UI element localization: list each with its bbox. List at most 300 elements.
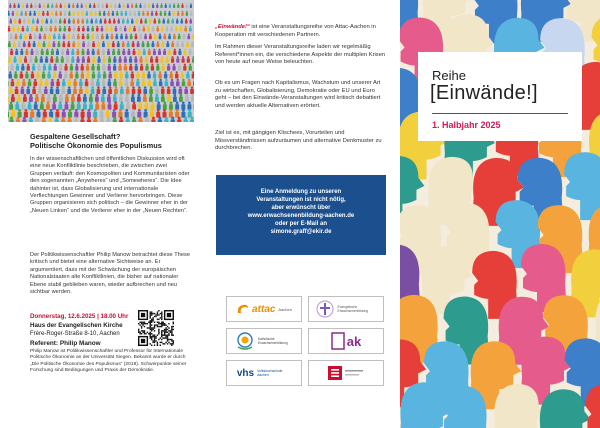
crowd-figure (157, 101, 161, 109)
crowd-figure (163, 49, 166, 55)
crowd-figure (134, 56, 137, 63)
crowd-figure (59, 18, 61, 23)
crowd-figure (65, 101, 69, 109)
crowd-figure (129, 64, 132, 71)
crowd-figure (168, 11, 170, 16)
crowd-figure (50, 26, 53, 32)
crowd-figure (43, 64, 46, 71)
crowd-figure (67, 86, 71, 94)
crowd-figure (96, 79, 100, 86)
crowd-figure (186, 41, 189, 47)
crowd-figure (79, 79, 83, 86)
evangelical-education-logo (308, 296, 384, 322)
crowd-figure (158, 71, 161, 78)
article-title-line2: Politische Ökonomie des Populismus (30, 141, 162, 150)
crowd-figure (32, 18, 34, 23)
crowd-figure (156, 64, 159, 71)
crowd-figure (184, 49, 187, 55)
crowd-figure (91, 18, 93, 23)
crowd-figure (70, 71, 73, 78)
crowd-figure (139, 33, 142, 39)
crowd-figure (47, 3, 49, 8)
crowd-figure (47, 11, 49, 16)
crowd-figure (101, 33, 104, 39)
event-day: Donnerstag, 12.6.2025 (30, 313, 96, 320)
crowd-figure (87, 109, 91, 118)
event-date (30, 313, 128, 320)
crowd-figure (30, 109, 34, 118)
crowd-figure (189, 64, 192, 71)
crowd-figure (155, 94, 159, 102)
crowd-figure (29, 33, 32, 39)
crowd-figure (126, 86, 130, 94)
crowd-figure (164, 71, 167, 78)
crowd-figure (112, 49, 115, 55)
crowd-figure (77, 26, 80, 32)
registration-website-link[interactable]: www.erwachsenenbildung-aachen.de (247, 213, 355, 219)
crowd-figure (114, 86, 118, 94)
crowd-figure (183, 33, 186, 39)
crowd-figure (62, 86, 66, 94)
crowd-figure (95, 94, 99, 102)
crowd-figure (153, 71, 156, 78)
crowd-figure (46, 101, 50, 109)
crowd-figure (179, 86, 183, 94)
crowd-figure (187, 56, 190, 63)
crowd-figure (184, 26, 187, 32)
crowd-figure (116, 11, 118, 16)
vhs-logo (226, 360, 302, 386)
crowd-figure (166, 56, 169, 63)
crowd-figure (175, 101, 179, 109)
crowd-figure (155, 86, 159, 94)
crowd-figure (140, 64, 143, 71)
crowd-figure (66, 49, 69, 55)
crowd-figure (81, 3, 83, 8)
crowd-figure (127, 3, 129, 8)
crowd-figure (25, 71, 28, 78)
crowd-figure (9, 3, 11, 8)
crowd-figure (10, 33, 13, 39)
crowd-figure (24, 56, 27, 63)
crowd-figure (71, 49, 74, 55)
crowd-figure (15, 86, 19, 94)
crowd-figure (177, 3, 179, 8)
crowd-figure (149, 86, 153, 94)
crowd-figure (83, 94, 87, 102)
crowd-figure (173, 33, 176, 39)
crowd-figure (154, 18, 156, 23)
crowd-figure (86, 11, 88, 16)
crowd-figure (10, 64, 13, 71)
crowd-figure (15, 101, 19, 109)
crowd-figure (130, 79, 134, 86)
crowd-figure (166, 41, 169, 47)
crowd-figure (76, 3, 78, 8)
crowd-figure (129, 56, 132, 63)
registration-box (216, 175, 386, 255)
crowd-figure (118, 3, 120, 8)
crowd-figure (87, 33, 90, 39)
cover-subtitle: 1. Halbjahr 2025 (432, 120, 501, 130)
intro-paragraph (215, 24, 387, 39)
crowd-figure (87, 26, 90, 32)
crowd-figure (143, 94, 147, 102)
crowd-figure (142, 79, 146, 86)
crowd-figure (186, 11, 188, 16)
crowd-figure (192, 71, 194, 78)
kak-logo-text: ak (346, 333, 362, 349)
series-paragraph-4: Ziel ist es, mit gängigen Klischees, Vorurteilen und Missverständnissen aufzuräumen und alternative Denkmuster zu durchbrechen. (215, 130, 382, 152)
crowd-figure (152, 41, 155, 47)
crowd-figure (48, 33, 51, 39)
crowd-figure (136, 18, 138, 23)
crowd-figure (183, 64, 186, 71)
crowd-figure (32, 64, 35, 71)
crowd-figure (58, 101, 62, 109)
crowd-figure (14, 18, 16, 23)
crowd-figure (131, 3, 133, 8)
crowd-figure (62, 79, 66, 86)
crowd-figure (131, 94, 135, 102)
crowd-figure (89, 3, 91, 8)
crowd-figure (26, 86, 30, 94)
crowd-figure (113, 94, 117, 102)
crowd-figure (130, 33, 133, 39)
crowd-figure (120, 33, 123, 39)
crowd-figure (8, 26, 10, 32)
crowd-figure (38, 41, 41, 47)
crowd-figure (91, 79, 95, 86)
crowd-figure (23, 18, 25, 23)
cover-series-label: Reihe (432, 68, 466, 83)
crowd-figure (131, 71, 134, 78)
crowd-figure (49, 109, 53, 118)
crowd-figure (92, 71, 95, 78)
crowd-figure (10, 18, 12, 23)
crowd-figure (42, 11, 44, 16)
crowd-figure (64, 64, 67, 71)
crowd-figure (91, 33, 94, 39)
crowd-figure (77, 56, 80, 63)
crowd-figure (168, 33, 171, 39)
crowd-figure (107, 94, 111, 102)
crowd-figure (190, 86, 194, 94)
crowd-figure (41, 18, 43, 23)
crowd-figure (115, 33, 118, 39)
crowd-figure (137, 109, 141, 118)
crowd-figure (150, 109, 154, 118)
crowd-figure (173, 11, 175, 16)
crowd-figure (81, 71, 84, 78)
crowd-figure (171, 56, 174, 63)
crowd-figure (55, 109, 59, 118)
crowd-figure (17, 26, 20, 32)
crowd-figure (87, 56, 90, 63)
crowd-figure (124, 56, 127, 63)
crowd-figure (142, 11, 144, 16)
crowd-figure (85, 79, 89, 86)
crowd-figure (65, 94, 69, 102)
crowd-figure (115, 26, 118, 32)
crowd-figure (36, 71, 39, 78)
crowd-figure (89, 101, 93, 109)
crowd-figure (192, 33, 194, 39)
crowd-figure (86, 71, 89, 78)
crowd-figure (120, 71, 123, 78)
crowd-figure (77, 33, 80, 39)
crowd-figure (46, 49, 49, 55)
crowd-figure (177, 11, 179, 16)
crowd-figure (38, 86, 42, 94)
crowd-figure (108, 79, 112, 86)
crowd-figure (117, 49, 120, 55)
crowd-figure (64, 3, 66, 8)
crowd-figure (96, 26, 99, 32)
crowd-figure (102, 86, 106, 94)
crowd-figure (139, 3, 141, 8)
crowd-figure (31, 26, 34, 32)
crowd-figure (154, 33, 157, 39)
crowd-figure (101, 26, 104, 32)
crowd-figure (114, 101, 118, 109)
crowd-figure (59, 64, 62, 71)
crowd-figure (169, 3, 171, 8)
crowd-figure (79, 86, 83, 94)
crowd-figure (170, 71, 173, 78)
crowd-figure (43, 109, 47, 118)
crowd-figure (28, 18, 30, 23)
crowd-figure (17, 94, 21, 102)
crowd-figure (149, 18, 151, 23)
crowd-figure (133, 49, 136, 55)
crowd-figure (21, 86, 25, 94)
crowd-figure (167, 18, 169, 23)
crowd-figure (59, 94, 63, 102)
crowd-figure (140, 18, 142, 23)
crowd-figure (8, 41, 11, 47)
crowd-figure (57, 41, 60, 47)
series-name: „Einwände!“ (215, 24, 250, 30)
crowd-figure (86, 18, 88, 23)
crowd-figure (133, 26, 136, 32)
crowd-figure (193, 79, 194, 86)
crowd-figure (136, 79, 140, 86)
crowd-figure (165, 3, 167, 8)
crowd-figure (158, 49, 161, 55)
crowd-figure (112, 11, 114, 16)
crowd-figure (136, 71, 139, 78)
attac-swirl-icon (236, 303, 250, 315)
crowd-figure (73, 18, 75, 23)
crowd-figure (151, 11, 153, 16)
crowd-figure (107, 41, 110, 47)
crowd-figure (24, 33, 27, 39)
crowd-figure (147, 41, 150, 47)
crowd-figure (8, 11, 10, 16)
crowd-figure (110, 3, 112, 8)
crowd-figure (127, 49, 130, 55)
crowd-figure (10, 49, 13, 55)
crowd-figure (163, 109, 167, 118)
crowd-figure (28, 41, 31, 47)
catholic-logo-text: Katholische Erwachsenenbildung (258, 337, 288, 345)
crowd-figure (106, 33, 109, 39)
crowd-figure (48, 41, 51, 47)
crowd-figure (8, 109, 9, 118)
crowd-figure (67, 33, 70, 39)
qr-code[interactable] (138, 310, 174, 346)
crowd-figure (68, 18, 70, 23)
crowd-figure (152, 3, 154, 8)
crowd-figure (43, 33, 46, 39)
crowd-figure (23, 94, 27, 102)
crowd-figure (105, 26, 108, 32)
crowd-figure (186, 71, 189, 78)
crowd-figure (53, 71, 56, 78)
crowd-figure (152, 26, 155, 32)
crowd-figure (156, 41, 159, 47)
crowd-figure (56, 79, 60, 86)
crowd-figure (135, 3, 137, 8)
catholic-education-logo (226, 328, 302, 354)
crowd-figure (125, 33, 128, 39)
crowd-figure (181, 41, 184, 47)
crowd-figure (125, 94, 129, 102)
crowd-figure (82, 56, 85, 63)
crowd-figure (56, 49, 59, 55)
crowd-figure (48, 64, 51, 71)
crowd-figure (50, 18, 52, 23)
crowd-figure (82, 49, 85, 55)
crowd-figure (126, 101, 130, 109)
crowd-figure (190, 3, 192, 8)
crowd-figure (96, 33, 99, 39)
crowd-figure (144, 3, 146, 8)
crowd-figure (104, 18, 106, 23)
crowd-figure (165, 79, 169, 86)
crowd-figure (58, 33, 61, 39)
crowd-figure (92, 49, 95, 55)
crowd-figure (120, 101, 124, 109)
crowd-figure (81, 11, 83, 16)
crowd-figure (186, 3, 188, 8)
crowd-figure (76, 49, 79, 55)
event-time: | 18.00 Uhr (95, 313, 129, 320)
crowd-figure (28, 79, 32, 86)
crowd-figure (50, 56, 53, 63)
crowd-figure (119, 94, 123, 102)
crowd-figure (189, 49, 192, 55)
crowd-figure (64, 18, 66, 23)
crowd-figure (137, 41, 140, 47)
crowd-figure (71, 101, 75, 109)
crowd-figure (112, 109, 116, 118)
crowd-figure (150, 56, 153, 63)
cover-title: [Einwände!] (430, 82, 538, 104)
crowd-figure (191, 94, 194, 102)
crowd-figure (39, 3, 41, 8)
crowd-figure (77, 41, 80, 47)
crowd-figure (97, 64, 100, 71)
crowd-figure (46, 18, 48, 23)
crowd-figure (33, 11, 35, 16)
crowd-figure (40, 101, 44, 109)
crowd-figure (178, 64, 181, 71)
event-place: Haus der Evangelischen Kirche (30, 322, 123, 329)
crowd-figure (68, 79, 72, 86)
crowd-figure (182, 79, 186, 86)
crowd-figure (35, 56, 38, 63)
crowd-figure (151, 64, 154, 71)
crowd-figure (37, 109, 41, 118)
evangelical-logo-text: Evangelische Erwachsenenbildung (337, 305, 369, 313)
crowd-figure (72, 41, 75, 47)
crowd-figure (28, 101, 32, 109)
crowd-figure (40, 56, 43, 63)
crowd-figure (124, 64, 127, 71)
crowd-figure (167, 64, 170, 71)
crowd-figure (108, 64, 111, 71)
crowd-figure (51, 3, 53, 8)
registration-email-link[interactable]: simone.graff@ekir.de (270, 229, 332, 235)
crowd-figure (42, 71, 45, 78)
crowd-figure (81, 109, 85, 118)
crowd-figure (74, 109, 78, 118)
crowd-figure (71, 94, 75, 102)
crowd-figure (125, 71, 128, 78)
crowd-figure (149, 33, 152, 39)
crowd-figure (82, 41, 85, 47)
crowd-figure (131, 18, 133, 23)
crowd-figure (55, 3, 57, 8)
kak-logo (308, 328, 384, 354)
crowd-figure (20, 49, 23, 55)
crowd-figure (181, 109, 185, 118)
crowd-figure (21, 101, 25, 109)
crowd-figure (144, 109, 148, 118)
crowd-figure (173, 49, 176, 55)
crowd-figure (34, 33, 37, 39)
crowd-figure (119, 79, 123, 86)
crowd-figure (181, 71, 184, 78)
crowd-figure (181, 101, 185, 109)
crowd-figure (77, 11, 79, 16)
crowd-figure (102, 41, 105, 47)
crowd-figure (159, 79, 163, 86)
crowd-figure (92, 41, 95, 47)
registration-line-1: Eine Anmeldung zu unseren (260, 189, 342, 195)
crowd-figure (68, 11, 70, 16)
crowd-figure (29, 94, 33, 102)
crowd-figure (53, 94, 57, 102)
crowd-figure (70, 64, 73, 71)
crowd-figure (137, 94, 141, 102)
crowd-figure (72, 3, 74, 8)
crowd-figure (188, 109, 192, 118)
crowd-figure (19, 33, 22, 39)
crowd-figure (167, 86, 171, 94)
crowd-figure (134, 11, 136, 16)
crowd-figure (100, 18, 102, 23)
crowd-figure (25, 11, 27, 16)
crowd-figure (153, 49, 156, 55)
crowd-figure (20, 11, 22, 16)
crowd-figure (18, 41, 21, 47)
crowd-figure (47, 94, 51, 102)
crowd-figure (170, 26, 173, 32)
crowd-figure (175, 71, 178, 78)
